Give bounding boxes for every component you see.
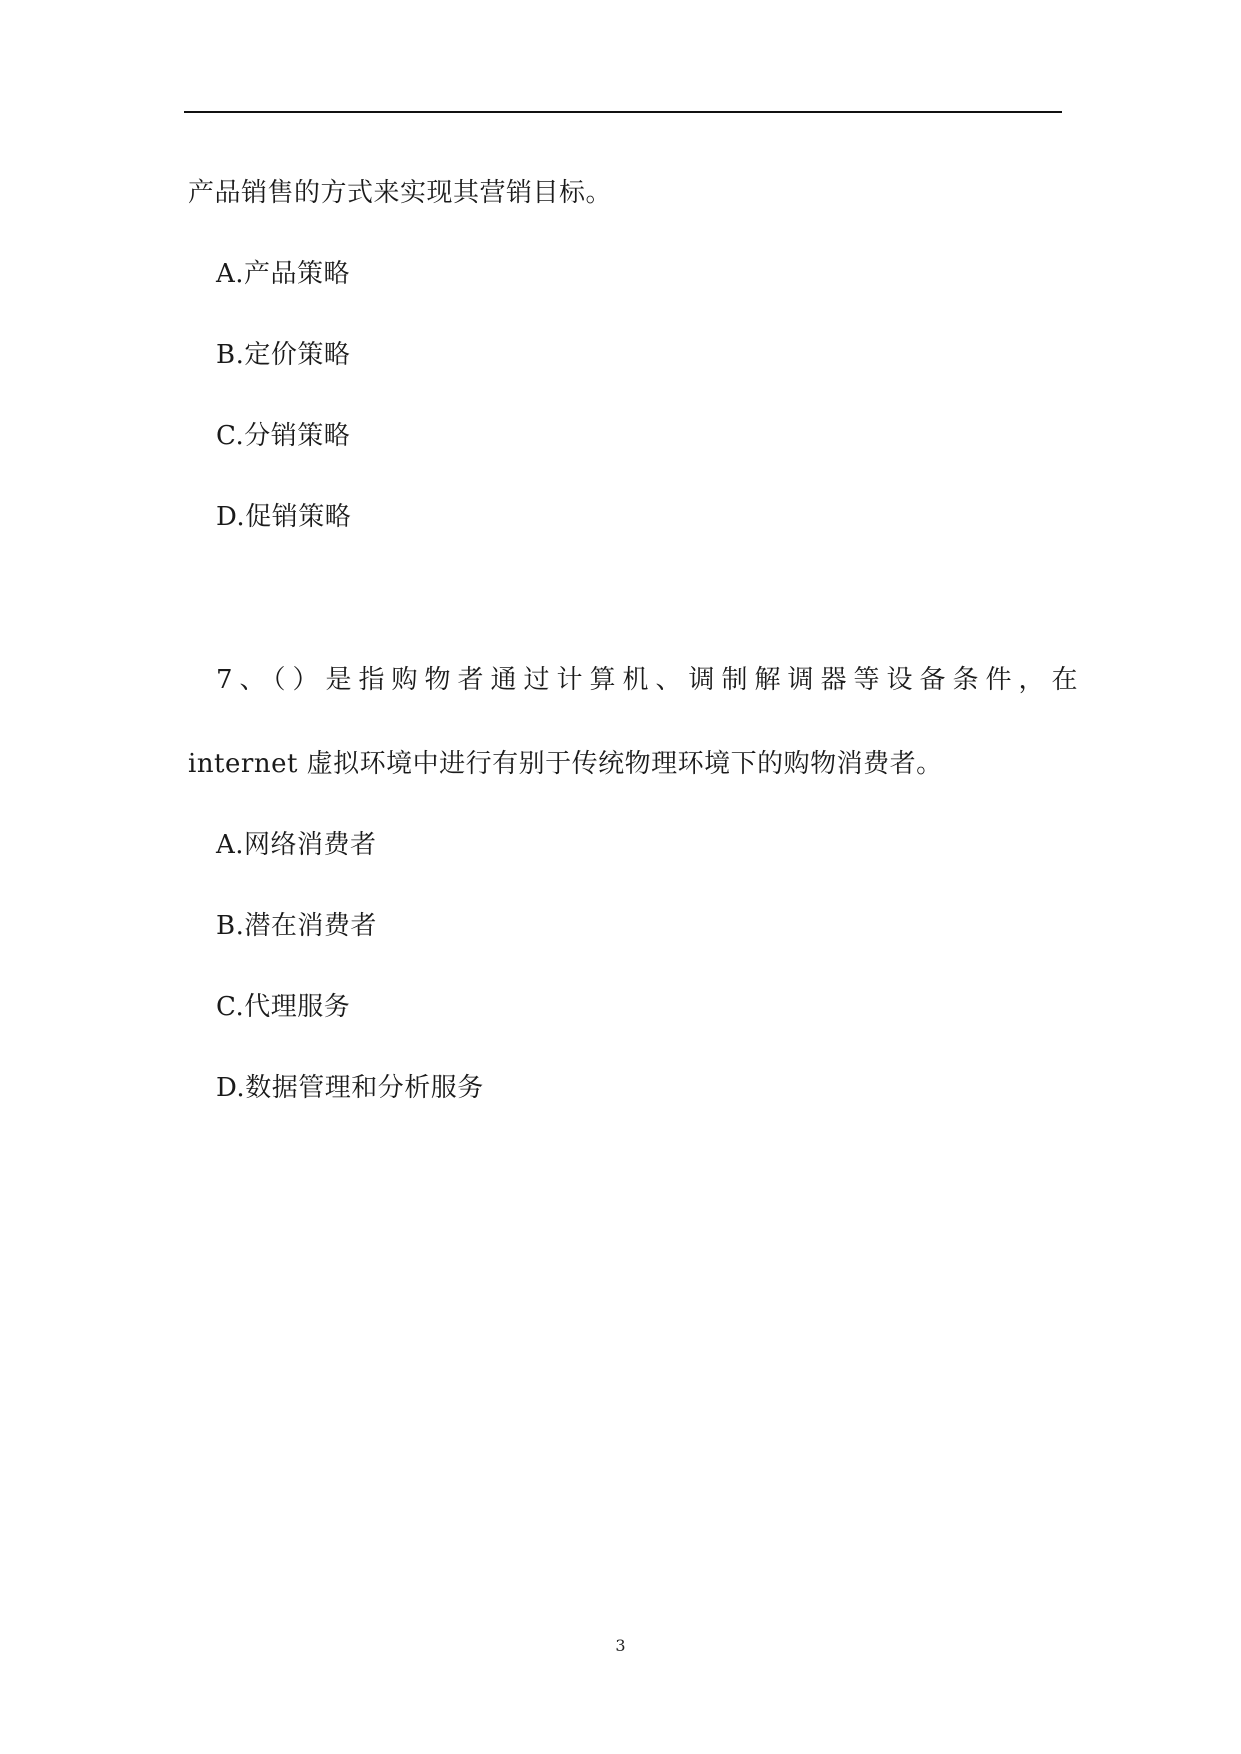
option-text: 分销策略 (244, 421, 351, 451)
header-rule (184, 111, 1062, 113)
question-7-stem-line-2: internet 虚拟环境中进行有别于传统物理环境下的购物消费者。 (188, 749, 943, 779)
question-continuation-text: 产品销售的方式来实现其营销目标。 (188, 178, 613, 208)
option-label: D. (216, 1073, 246, 1103)
option-text: 数据管理和分析服务 (245, 1073, 484, 1103)
option-a (216, 257, 350, 291)
option-b (216, 338, 350, 372)
option-d (216, 1071, 484, 1105)
option-text: 代理服务 (244, 992, 351, 1022)
option-c (216, 419, 350, 453)
option-label: A. (216, 830, 245, 860)
option-label: A. (216, 259, 245, 289)
option-text: 定价策略 (244, 340, 351, 370)
option-text: 促销策略 (245, 502, 352, 532)
option-label: C. (216, 992, 245, 1022)
option-d (216, 500, 351, 534)
option-label: D. (216, 502, 246, 532)
option-text: 网络消费者 (244, 830, 377, 860)
option-text: 潜在消费者 (244, 911, 377, 941)
page-number: 3 (615, 1636, 626, 1655)
option-label: B. (216, 340, 245, 370)
question-7-stem-line-1: 7、（）是指购物者通过计算机、调制解调器等设备条件，在 (216, 665, 1085, 695)
option-c (216, 990, 350, 1024)
option-label: B. (216, 911, 245, 941)
option-b (216, 909, 377, 943)
option-a (216, 828, 377, 862)
option-text: 产品策略 (244, 259, 351, 289)
option-label: C. (216, 421, 245, 451)
